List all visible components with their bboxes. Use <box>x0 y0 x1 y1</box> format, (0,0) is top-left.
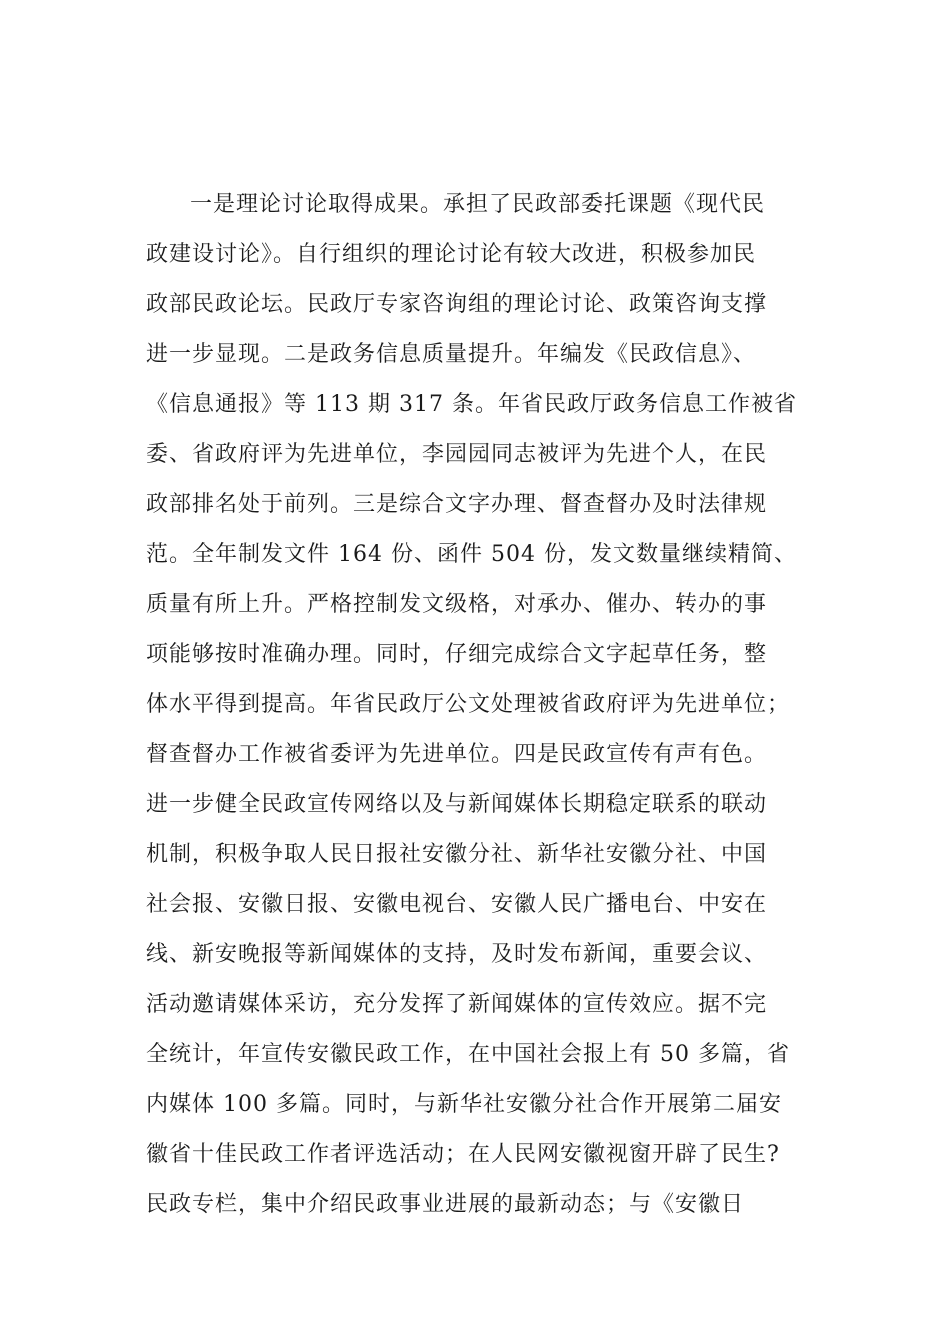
text-line: 《信息通报》等 113 期 317 条。年省民政厅政务信息工作被省 <box>146 392 797 417</box>
text-line: 政部排名处于前列。三是综合文字办理、督查督办及时法律规 <box>146 492 768 517</box>
text-line: 徽省十佳民政工作者评选活动；在人民网安徽视窗开辟了民生? <box>146 1142 780 1167</box>
text-line: 政建设讨论》。自行组织的理论讨论有较大改进，积极参加民 <box>146 242 757 267</box>
text-line: 体水平得到提高。年省民政厅公文处理被省政府评为先进单位； <box>146 692 791 717</box>
text-line: 机制，积极争取人民日报社安徽分社、新华社安徽分社、中国 <box>146 842 768 867</box>
text-line: 质量有所上升。严格控制发文级格，对承办、催办、转办的事 <box>146 592 768 617</box>
text-line: 活动邀请媒体采访，充分发挥了新闻媒体的宣传效应。据不完 <box>146 992 768 1017</box>
text-line: 线、新安晚报等新闻媒体的支持，及时发布新闻，重要会议、 <box>146 942 768 967</box>
text-line: 一是理论讨论取得成果。承担了民政部委托课题《现代民 <box>190 192 766 217</box>
text-line: 政部民政论坛。民政厅专家咨询组的理论讨论、政策咨询支撑 <box>146 292 768 317</box>
text-line: 民政专栏，集中介绍民政事业进展的最新动态；与《安徽日 <box>146 1192 745 1217</box>
text-line: 进一步显现。二是政务信息质量提升。年编发《民政信息》、 <box>146 342 757 367</box>
text-line: 督查督办工作被省委评为先进单位。四是民政宣传有声有色。 <box>146 742 768 767</box>
text-line: 全统计，年宣传安徽民政工作，在中国社会报上有 50 多篇，省 <box>146 1042 790 1067</box>
body-paragraph <box>146 180 826 1230</box>
text-line: 委、省政府评为先进单位，李园园同志被评为先进个人，在民 <box>146 442 768 467</box>
text-line: 社会报、安徽日报、安徽电视台、安徽人民广播电台、中安在 <box>146 892 768 917</box>
text-line: 项能够按时准确办理。同时，仔细完成综合文字起草任务，整 <box>146 642 768 667</box>
text-line: 进一步健全民政宣传网络以及与新闻媒体长期稳定联系的联动 <box>146 792 768 817</box>
text-line: 内媒体 100 多篇。同时，与新华社安徽分社合作开展第二届安 <box>146 1092 782 1117</box>
text-line: 范。全年制发文件 164 份、函件 504 份，发文数量继续精简、 <box>146 542 797 567</box>
